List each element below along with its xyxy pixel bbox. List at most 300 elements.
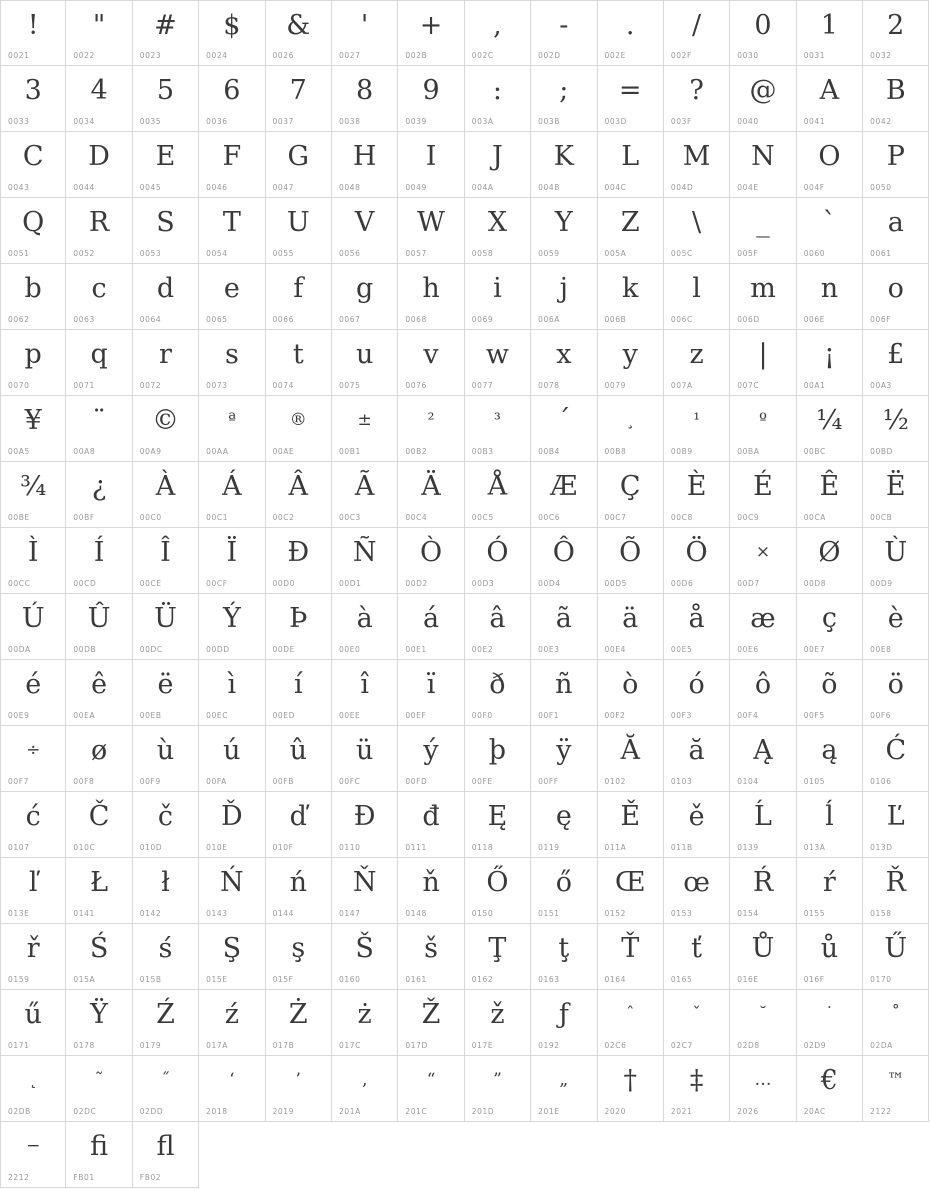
glyph-cell[interactable] (332, 462, 398, 528)
glyph-cell[interactable] (863, 264, 929, 330)
glyph-cell[interactable] (133, 594, 199, 660)
glyph-cell[interactable] (664, 462, 730, 528)
glyph-codepoint: 2026 (737, 1107, 759, 1116)
glyph-codepoint: 0159 (8, 975, 30, 984)
glyph-cell[interactable] (398, 792, 464, 858)
glyph-cell[interactable] (0, 462, 66, 528)
glyph-cell[interactable] (266, 858, 332, 924)
glyph-cell[interactable] (332, 528, 398, 594)
glyph-cell[interactable] (398, 594, 464, 660)
glyph-cell[interactable] (199, 132, 265, 198)
glyph-cell[interactable] (598, 330, 664, 396)
glyph-cell[interactable] (465, 990, 531, 1056)
glyph-cell[interactable] (266, 594, 332, 660)
glyph-cell[interactable] (863, 792, 929, 858)
glyph-cell[interactable] (266, 528, 332, 594)
glyph-cell[interactable] (66, 858, 132, 924)
glyph-cell[interactable] (531, 264, 597, 330)
glyph-codepoint: 00E2 (471, 645, 494, 654)
glyph-codepoint: 0192 (538, 1041, 560, 1050)
glyph-codepoint: 0165 (670, 975, 693, 984)
glyph-cell[interactable] (664, 990, 730, 1056)
glyph-cell[interactable] (863, 660, 929, 726)
glyph-cell[interactable] (133, 924, 199, 990)
glyph-cell[interactable] (730, 1056, 796, 1122)
glyph-cell[interactable] (797, 594, 863, 660)
glyph-cell[interactable] (66, 198, 132, 264)
glyph-character: Æ (550, 470, 578, 502)
glyph-character: ÷ (26, 739, 41, 760)
glyph-cell[interactable] (133, 198, 199, 264)
glyph-cell[interactable] (0, 0, 66, 66)
glyph-cell[interactable] (332, 858, 398, 924)
glyph-cell[interactable] (332, 396, 398, 462)
glyph-cell[interactable] (66, 1056, 132, 1122)
glyph-cell[interactable] (66, 726, 132, 792)
glyph-cell[interactable] (332, 792, 398, 858)
glyph-cell[interactable] (332, 726, 398, 792)
glyph-cell[interactable] (266, 792, 332, 858)
glyph-cell[interactable] (133, 858, 199, 924)
glyph-cell[interactable] (863, 726, 929, 792)
glyph-cell[interactable] (730, 0, 796, 66)
glyph-cell[interactable] (266, 66, 332, 132)
glyph-cell[interactable] (199, 858, 265, 924)
glyph-codepoint: 00CF (206, 579, 228, 588)
glyph-cell[interactable] (797, 132, 863, 198)
glyph-character: a (887, 206, 904, 238)
glyph-codepoint: 007C (737, 381, 760, 390)
glyph-codepoint: 0150 (471, 909, 494, 918)
glyph-codepoint: 00F2 (604, 711, 626, 720)
glyph-cell[interactable] (332, 330, 398, 396)
glyph-cell[interactable] (66, 594, 132, 660)
glyph-cell[interactable] (863, 198, 929, 264)
glyph-cell[interactable] (598, 132, 664, 198)
glyph-cell[interactable] (531, 132, 597, 198)
glyph-character: ‘ (229, 1069, 235, 1090)
glyph-cell[interactable] (465, 858, 531, 924)
glyph-codepoint: 00BD (870, 447, 893, 456)
glyph-cell[interactable] (266, 462, 332, 528)
glyph-cell[interactable] (0, 924, 66, 990)
glyph-cell[interactable] (0, 1122, 66, 1188)
glyph-cell[interactable] (66, 132, 132, 198)
glyph-cell[interactable] (863, 528, 929, 594)
glyph-cell[interactable] (664, 66, 730, 132)
glyph-cell[interactable] (133, 792, 199, 858)
glyph-cell[interactable] (199, 66, 265, 132)
glyph-cell[interactable] (199, 726, 265, 792)
glyph-cell[interactable] (66, 330, 132, 396)
glyph-cell[interactable] (465, 396, 531, 462)
glyph-cell[interactable] (664, 1056, 730, 1122)
glyph-cell[interactable] (730, 66, 796, 132)
glyph-cell[interactable] (199, 528, 265, 594)
glyph-cell[interactable] (332, 924, 398, 990)
glyph-cell[interactable] (398, 858, 464, 924)
glyph-cell[interactable] (730, 660, 796, 726)
glyph-cell[interactable] (730, 330, 796, 396)
glyph-cell[interactable] (133, 66, 199, 132)
glyph-character: ş (291, 932, 306, 964)
glyph-character: Ż (288, 998, 308, 1030)
glyph-codepoint: 0045 (139, 183, 162, 192)
glyph-cell[interactable] (266, 132, 332, 198)
glyph-character: Ű (884, 932, 908, 964)
glyph-cell[interactable] (730, 594, 796, 660)
glyph-cell[interactable] (465, 330, 531, 396)
glyph-character: = (618, 74, 642, 106)
glyph-cell[interactable] (66, 264, 132, 330)
glyph-codepoint: 02D8 (737, 1041, 760, 1050)
glyph-cell[interactable] (730, 924, 796, 990)
glyph-cell[interactable] (863, 990, 929, 1056)
glyph-character: ‚ (361, 1069, 368, 1090)
glyph-cell[interactable] (133, 1056, 199, 1122)
glyph-character: b (24, 272, 42, 304)
glyph-character: ą (821, 734, 838, 766)
glyph-cell[interactable] (863, 1056, 929, 1122)
glyph-cell[interactable] (797, 66, 863, 132)
glyph-cell[interactable] (266, 198, 332, 264)
glyph-cell[interactable] (598, 924, 664, 990)
glyph-cell[interactable] (730, 198, 796, 264)
glyph-cell[interactable] (598, 0, 664, 66)
glyph-cell[interactable] (66, 1122, 132, 1188)
glyph-cell[interactable] (199, 198, 265, 264)
glyph-cell[interactable] (863, 396, 929, 462)
glyph-cell[interactable] (266, 660, 332, 726)
glyph-cell[interactable] (531, 660, 597, 726)
glyph-cell[interactable] (465, 462, 531, 528)
glyph-cell[interactable] (863, 132, 929, 198)
glyph-cell[interactable] (266, 330, 332, 396)
glyph-cell[interactable] (531, 1056, 597, 1122)
glyph-character: Ð (287, 536, 310, 568)
glyph-cell[interactable] (465, 0, 531, 66)
glyph-cell[interactable] (664, 0, 730, 66)
glyph-cell[interactable] (0, 396, 66, 462)
glyph-character: r (159, 338, 172, 370)
glyph-cell[interactable] (398, 66, 464, 132)
glyph-character: € (820, 1064, 838, 1096)
glyph-cell[interactable] (266, 924, 332, 990)
glyph-cell[interactable] (0, 264, 66, 330)
glyph-character: P (886, 140, 905, 172)
glyph-cell[interactable] (730, 264, 796, 330)
glyph-cell[interactable] (0, 528, 66, 594)
glyph-cell[interactable] (0, 1056, 66, 1122)
glyph-cell[interactable] (863, 462, 929, 528)
glyph-cell[interactable] (398, 924, 464, 990)
glyph-cell[interactable] (332, 990, 398, 1056)
glyph-cell[interactable] (598, 660, 664, 726)
glyph-cell[interactable] (598, 528, 664, 594)
glyph-cell[interactable] (664, 726, 730, 792)
glyph-cell[interactable] (332, 264, 398, 330)
glyph-cell[interactable] (465, 264, 531, 330)
glyph-cell[interactable] (332, 594, 398, 660)
glyph-cell[interactable] (465, 1056, 531, 1122)
glyph-cell[interactable] (664, 924, 730, 990)
glyph-codepoint: 0105 (803, 777, 826, 786)
glyph-cell[interactable] (863, 330, 929, 396)
glyph-cell[interactable] (863, 66, 929, 132)
glyph-character: S (156, 206, 175, 238)
glyph-cell[interactable] (0, 330, 66, 396)
glyph-cell[interactable] (797, 792, 863, 858)
glyph-cell[interactable] (797, 924, 863, 990)
glyph-cell[interactable] (66, 0, 132, 66)
glyph-character: 4 (90, 74, 108, 106)
glyph-cell[interactable] (797, 0, 863, 66)
glyph-cell[interactable] (332, 66, 398, 132)
glyph-cell[interactable] (531, 528, 597, 594)
glyph-cell[interactable] (66, 660, 132, 726)
glyph-cell[interactable] (398, 462, 464, 528)
glyph-cell[interactable] (66, 528, 132, 594)
glyph-cell[interactable] (730, 528, 796, 594)
glyph-cell[interactable] (531, 66, 597, 132)
glyph-cell[interactable] (797, 1056, 863, 1122)
glyph-cell[interactable] (730, 396, 796, 462)
glyph-cell[interactable] (598, 990, 664, 1056)
glyph-codepoint: 0062 (8, 315, 30, 324)
glyph-cell[interactable] (730, 792, 796, 858)
glyph-codepoint: 0054 (206, 249, 228, 258)
glyph-cell[interactable] (797, 330, 863, 396)
glyph-cell[interactable] (797, 396, 863, 462)
glyph-cell[interactable] (465, 132, 531, 198)
glyph-cell[interactable] (133, 990, 199, 1056)
glyph-cell[interactable] (133, 1122, 199, 1188)
glyph-cell[interactable] (797, 660, 863, 726)
glyph-cell[interactable] (398, 132, 464, 198)
glyph-cell[interactable] (199, 594, 265, 660)
glyph-cell[interactable] (664, 660, 730, 726)
glyph-character: Ć (885, 734, 907, 766)
glyph-cell[interactable] (199, 264, 265, 330)
glyph-character: æ (750, 602, 776, 634)
glyph-cell[interactable] (664, 396, 730, 462)
glyph-cell[interactable] (398, 990, 464, 1056)
glyph-cell[interactable] (531, 198, 597, 264)
glyph-cell[interactable] (598, 594, 664, 660)
glyph-cell[interactable] (398, 198, 464, 264)
glyph-character: ‡ (689, 1064, 704, 1096)
glyph-codepoint: 0040 (737, 117, 759, 126)
glyph-cell[interactable] (0, 990, 66, 1056)
glyph-cell[interactable] (730, 462, 796, 528)
glyph-cell[interactable] (398, 0, 464, 66)
glyph-cell[interactable] (398, 660, 464, 726)
glyph-cell[interactable] (133, 726, 199, 792)
glyph-codepoint: 00AA (206, 447, 229, 456)
glyph-cell[interactable] (133, 264, 199, 330)
glyph-cell[interactable] (863, 858, 929, 924)
glyph-cell[interactable] (266, 1056, 332, 1122)
glyph-cell[interactable] (730, 858, 796, 924)
glyph-cell[interactable] (598, 264, 664, 330)
glyph-cell[interactable] (133, 528, 199, 594)
glyph-cell[interactable] (66, 792, 132, 858)
glyph-cell[interactable] (266, 264, 332, 330)
glyph-cell[interactable] (133, 0, 199, 66)
glyph-cell[interactable] (531, 0, 597, 66)
glyph-cell[interactable] (797, 264, 863, 330)
glyph-cell[interactable] (398, 528, 464, 594)
glyph-codepoint: 00ED (272, 711, 296, 720)
glyph-cell[interactable] (465, 726, 531, 792)
glyph-cell[interactable] (199, 462, 265, 528)
glyph-cell[interactable] (0, 792, 66, 858)
glyph-cell[interactable] (797, 726, 863, 792)
glyph-cell[interactable] (664, 132, 730, 198)
glyph-cell[interactable] (266, 726, 332, 792)
glyph-cell[interactable] (199, 792, 265, 858)
glyph-character: ń (289, 866, 307, 898)
glyph-character: l (692, 272, 701, 304)
glyph-cell[interactable] (730, 990, 796, 1056)
glyph-cell[interactable] (66, 990, 132, 1056)
glyph-cell[interactable] (332, 198, 398, 264)
glyph-cell[interactable] (598, 462, 664, 528)
glyph-cell[interactable] (266, 396, 332, 462)
glyph-cell[interactable] (133, 330, 199, 396)
glyph-codepoint: 015A (73, 975, 96, 984)
glyph-cell[interactable] (398, 1056, 464, 1122)
glyph-character: O (818, 140, 841, 172)
glyph-codepoint: 0070 (8, 381, 30, 390)
glyph-cell[interactable] (133, 396, 199, 462)
glyph-cell[interactable] (199, 990, 265, 1056)
glyph-cell[interactable] (66, 924, 132, 990)
glyph-cell[interactable] (531, 330, 597, 396)
glyph-character: Ï (226, 536, 238, 568)
glyph-cell[interactable] (797, 858, 863, 924)
glyph-cell[interactable] (531, 726, 597, 792)
glyph-character: Ş (222, 932, 242, 964)
glyph-cell[interactable] (598, 198, 664, 264)
glyph-cell[interactable] (199, 660, 265, 726)
glyph-cell[interactable] (797, 528, 863, 594)
glyph-cell[interactable] (531, 594, 597, 660)
glyph-cell[interactable] (664, 264, 730, 330)
glyph-cell[interactable] (531, 990, 597, 1056)
glyph-cell[interactable] (0, 726, 66, 792)
glyph-cell[interactable] (266, 0, 332, 66)
glyph-cell[interactable] (598, 858, 664, 924)
glyph-cell[interactable] (598, 396, 664, 462)
glyph-cell[interactable] (531, 792, 597, 858)
glyph-cell[interactable] (531, 924, 597, 990)
glyph-codepoint: 02DD (139, 1107, 164, 1116)
glyph-cell[interactable] (199, 0, 265, 66)
glyph-cell[interactable] (133, 132, 199, 198)
glyph-codepoint: 00E5 (670, 645, 693, 654)
glyph-cell[interactable] (199, 1056, 265, 1122)
glyph-cell[interactable] (531, 462, 597, 528)
glyph-character: ž (490, 998, 505, 1030)
glyph-cell[interactable] (598, 726, 664, 792)
glyph-cell[interactable] (0, 66, 66, 132)
glyph-cell[interactable] (797, 990, 863, 1056)
glyph-character: ¹ (693, 409, 701, 430)
glyph-cell[interactable] (730, 726, 796, 792)
glyph-cell[interactable] (133, 660, 199, 726)
glyph-cell[interactable] (0, 132, 66, 198)
glyph-cell[interactable] (664, 858, 730, 924)
glyph-cell[interactable] (0, 594, 66, 660)
glyph-cell[interactable] (0, 660, 66, 726)
glyph-cell[interactable] (465, 528, 531, 594)
glyph-cell[interactable] (465, 924, 531, 990)
glyph-cell[interactable] (598, 792, 664, 858)
glyph-cell[interactable] (332, 660, 398, 726)
glyph-cell[interactable] (797, 462, 863, 528)
glyph-cell[interactable] (66, 396, 132, 462)
glyph-cell[interactable] (531, 858, 597, 924)
glyph-cell[interactable] (266, 990, 332, 1056)
glyph-cell[interactable] (531, 396, 597, 462)
glyph-cell[interactable] (664, 528, 730, 594)
glyph-cell[interactable] (332, 1056, 398, 1122)
glyph-codepoint: 00C2 (272, 513, 295, 522)
glyph-codepoint: 0057 (405, 249, 427, 258)
glyph-cell[interactable] (730, 132, 796, 198)
glyph-cell[interactable] (398, 264, 464, 330)
glyph-cell[interactable] (66, 66, 132, 132)
glyph-codepoint: 00C8 (670, 513, 693, 522)
glyph-codepoint: FB01 (73, 1173, 95, 1182)
glyph-cell[interactable] (332, 0, 398, 66)
glyph-character: 7 (289, 74, 307, 106)
glyph-cell[interactable] (863, 924, 929, 990)
glyph-character: v (423, 338, 439, 370)
glyph-cell[interactable] (133, 462, 199, 528)
glyph-cell[interactable] (398, 726, 464, 792)
glyph-cell[interactable] (863, 0, 929, 66)
glyph-cell[interactable] (465, 66, 531, 132)
glyph-cell[interactable] (199, 396, 265, 462)
glyph-cell[interactable] (199, 924, 265, 990)
glyph-cell[interactable] (465, 594, 531, 660)
glyph-cell[interactable] (797, 198, 863, 264)
glyph-cell[interactable] (664, 594, 730, 660)
glyph-cell[interactable] (598, 1056, 664, 1122)
glyph-codepoint: 0059 (538, 249, 560, 258)
glyph-cell[interactable] (465, 792, 531, 858)
glyph-cell[interactable] (0, 198, 66, 264)
glyph-cell[interactable] (664, 792, 730, 858)
glyph-cell[interactable] (465, 198, 531, 264)
glyph-cell[interactable] (332, 132, 398, 198)
glyph-cell[interactable] (0, 858, 66, 924)
glyph-codepoint: 00D2 (405, 579, 428, 588)
glyph-cell[interactable] (598, 66, 664, 132)
glyph-cell[interactable] (66, 462, 132, 528)
glyph-cell[interactable] (199, 330, 265, 396)
glyph-cell[interactable] (398, 396, 464, 462)
glyph-character: Ã (354, 470, 375, 502)
glyph-cell[interactable] (664, 330, 730, 396)
glyph-cell[interactable] (398, 330, 464, 396)
glyph-cell[interactable] (465, 660, 531, 726)
glyph-cell[interactable] (863, 594, 929, 660)
glyph-character: y (622, 338, 638, 370)
glyph-cell[interactable] (664, 198, 730, 264)
